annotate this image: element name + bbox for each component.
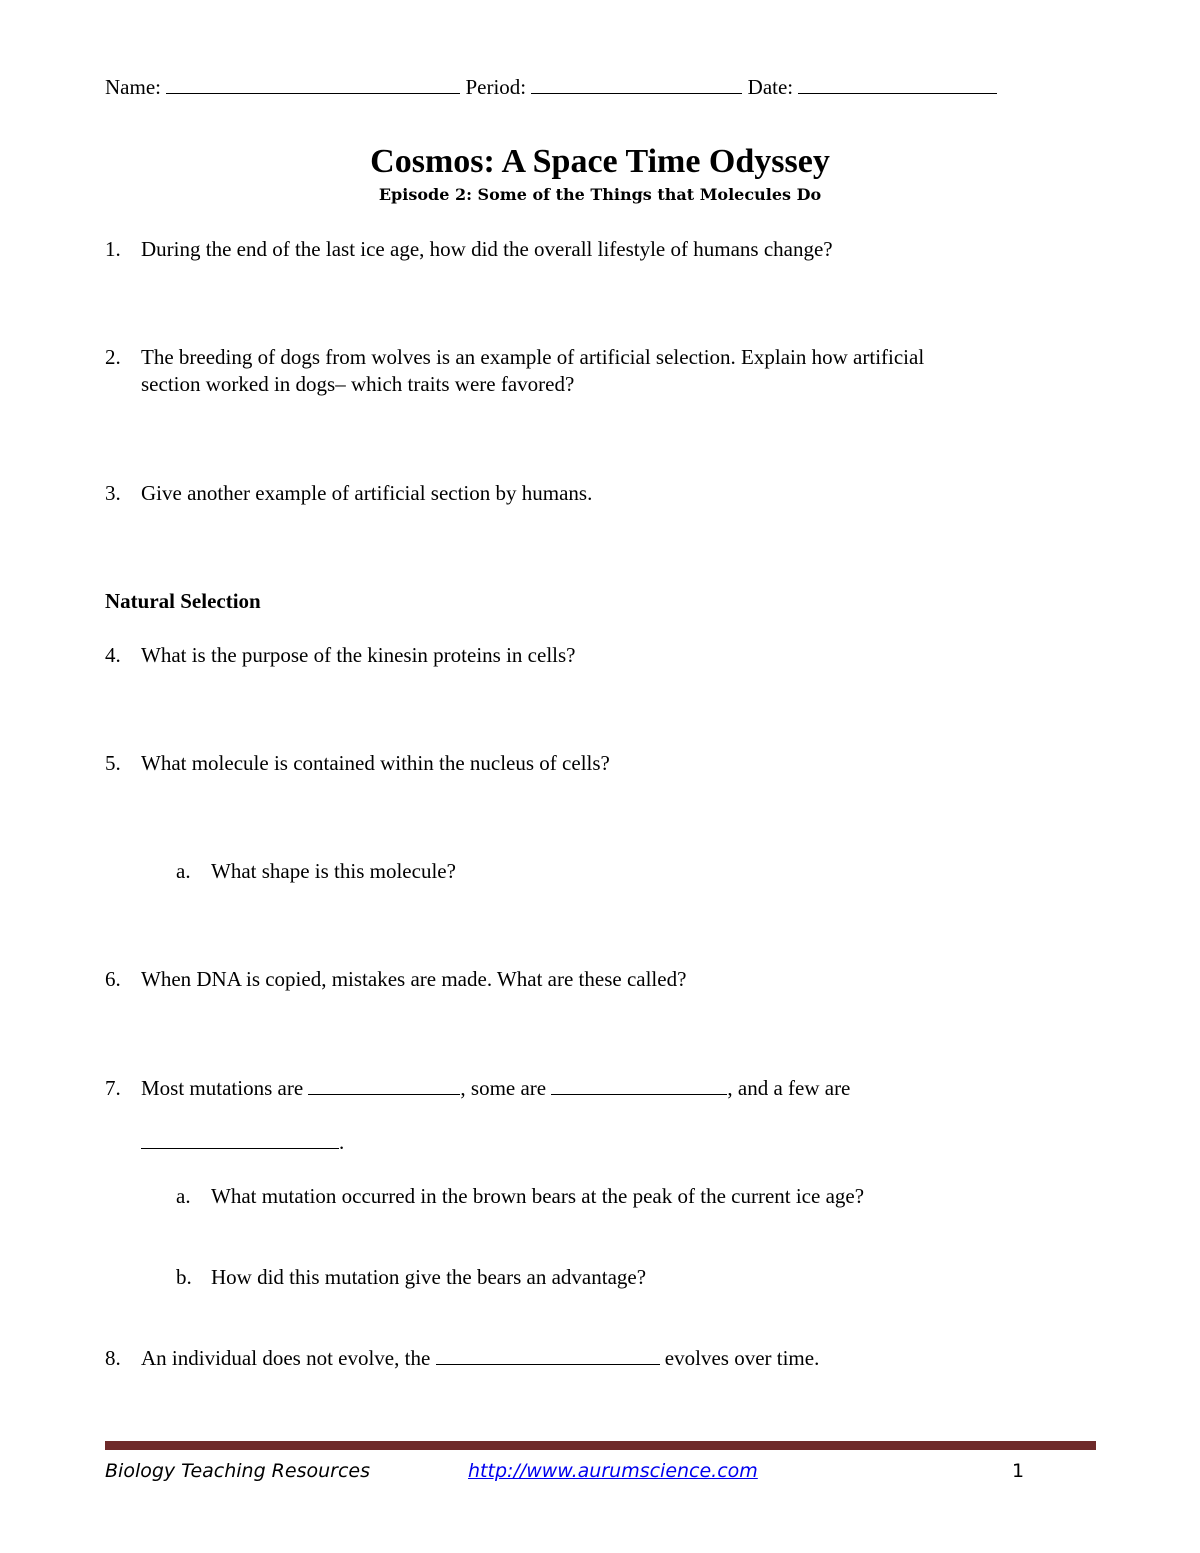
sub-question-letter: a. [176, 1184, 191, 1208]
header-fields [105, 74, 997, 100]
section-heading: Natural Selection [105, 589, 261, 613]
date-label: Date: [747, 75, 794, 99]
question-text-part: . [339, 1130, 345, 1154]
period-label: Period: [465, 75, 527, 99]
footer-rule [105, 1441, 1096, 1450]
name-label: Name: [105, 75, 161, 99]
question-number: 8. [105, 1346, 121, 1370]
answer-blank[interactable] [551, 1076, 727, 1095]
question-text-continued [141, 1129, 344, 1155]
page-subtitle: Episode 2: Some of the Things that Molecules Do [378, 185, 822, 204]
question-text-line-2: section worked in dogs– which traits were favored? [141, 372, 575, 396]
date-field[interactable] [798, 75, 997, 94]
question-text-line-1: The breeding of dogs from wolves is an example of artificial selection. Explain how artificial [141, 345, 925, 369]
period-field[interactable] [531, 75, 742, 94]
answer-blank[interactable] [141, 1130, 339, 1149]
answer-blank[interactable] [308, 1076, 460, 1095]
sub-question-text: What mutation occurred in the brown bears at the peak of the current ice age? [211, 1184, 865, 1208]
question-number: 4. [105, 643, 121, 667]
question-text-part: , and a few are [727, 1076, 851, 1100]
question-text [141, 1075, 850, 1101]
sub-question-letter: a. [176, 859, 191, 883]
footer-left-text: Biology Teaching Resources [105, 1460, 370, 1482]
question-text-part: , some are [460, 1076, 547, 1100]
question-text-part: An individual does not evolve, the [141, 1346, 431, 1370]
footer-link[interactable]: http://www.aurumscience.com [468, 1460, 758, 1482]
page-number: 1 [1012, 1460, 1025, 1482]
question-text: When DNA is copied, mistakes are made. What are these called? [141, 967, 687, 991]
question-text-part: evolves over time. [664, 1346, 820, 1370]
sub-question-letter: b. [176, 1265, 192, 1289]
question-text [141, 1345, 819, 1371]
question-number: 6. [105, 967, 121, 991]
question-number: 7. [105, 1076, 121, 1100]
question-number: 5. [105, 751, 121, 775]
question-number: 2. [105, 345, 121, 369]
page-title: Cosmos: A Space Time Odyssey [370, 143, 830, 180]
question-text-part: Most mutations are [141, 1076, 304, 1100]
question-text: Give another example of artificial section by humans. [141, 481, 593, 505]
question-text: What is the purpose of the kinesin proteins in cells? [141, 643, 576, 667]
answer-blank[interactable] [436, 1346, 660, 1365]
question-number: 1. [105, 237, 121, 261]
question-text: What molecule is contained within the nucleus of cells? [141, 751, 610, 775]
question-text: During the end of the last ice age, how did the overall lifestyle of humans change? [141, 237, 833, 261]
sub-question-text: How did this mutation give the bears an advantage? [211, 1265, 647, 1289]
name-field[interactable] [166, 75, 460, 94]
sub-question-text: What shape is this molecule? [211, 859, 456, 883]
question-number: 3. [105, 481, 121, 505]
